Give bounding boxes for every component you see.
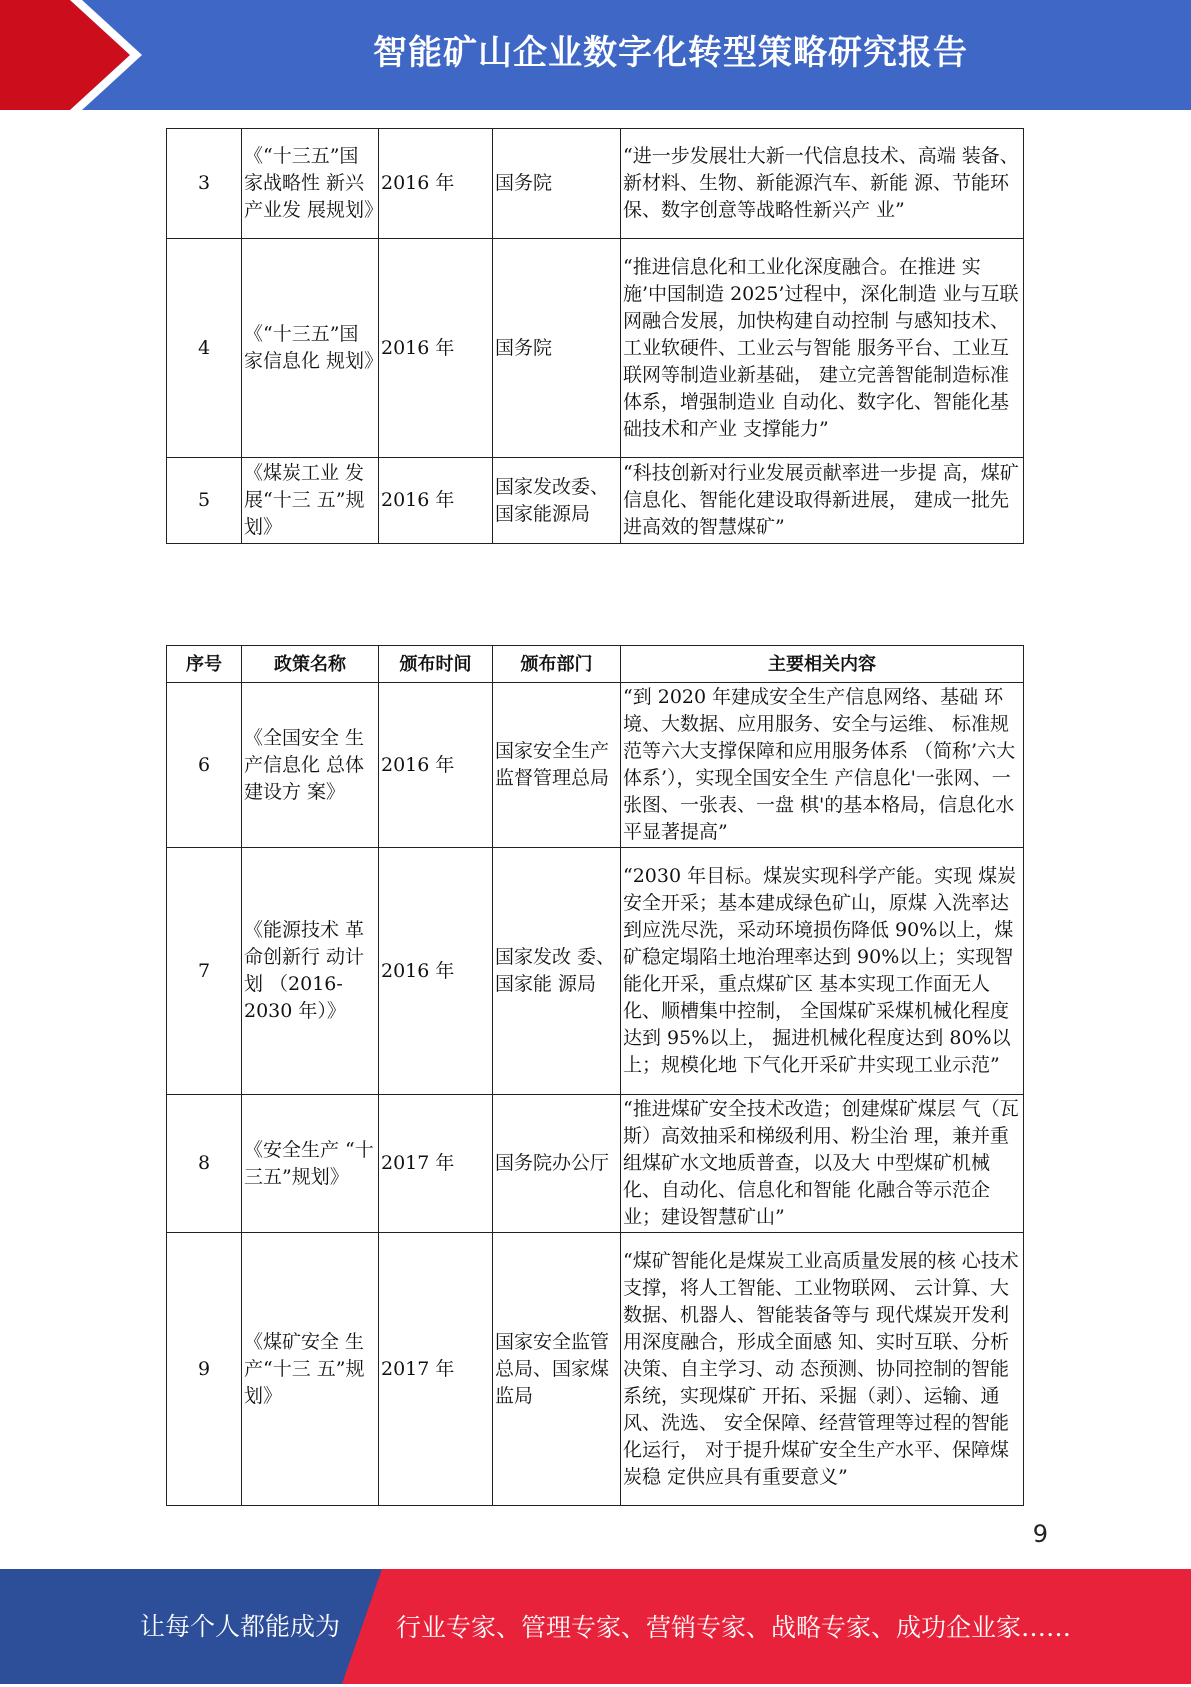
header-serial: 序号 (167, 646, 242, 683)
row-number: 4 (167, 239, 242, 458)
header-issue-time: 颁布时间 (379, 646, 493, 683)
row-number: 7 (167, 848, 242, 1095)
policy-table-continued (166, 128, 1024, 544)
page-number: 9 (1032, 1520, 1048, 1548)
header-issuing-dept: 颁布部门 (493, 646, 621, 683)
row-number: 8 (167, 1095, 242, 1233)
issue-year: 2016 年 (379, 848, 493, 1095)
policy-content: “推进煤矿安全技术改造；创建煤矿煤层 气（瓦斯）高效抽采和梯级利用、粉尘治 理，兼并重组煤矿水文地质普查，以及大 中型煤矿机械化、自动化、信息化和智能 化融合等示范企业；建设智慧矿山” (621, 1095, 1024, 1233)
page-footer (0, 1569, 1191, 1684)
row-number: 9 (167, 1233, 242, 1506)
issuing-department: 国家发改 委、国家能 源局 (493, 848, 621, 1095)
issuing-department: 国家发改委、国家能源局 (493, 458, 621, 544)
issuing-department: 国家安全生产监督管理总局 (493, 683, 621, 848)
issue-year: 2016 年 (379, 239, 493, 458)
row-number: 6 (167, 683, 242, 848)
table-row (167, 1095, 1024, 1233)
issuing-department: 国家安全监管总局、国家煤监局 (493, 1233, 621, 1506)
policy-table (166, 645, 1024, 1506)
report-title: 智能矿山企业数字化转型策略研究报告 (373, 33, 968, 73)
table-row (167, 848, 1024, 1095)
issuing-department: 国务院 (493, 129, 621, 239)
policy-name: 《煤矿安全 生产“十三 五”规划》 (242, 1233, 379, 1506)
footer-slogan-left: 让每个人都能成为 (140, 1612, 341, 1641)
policy-name: 《“十三五”国家战略性 新兴产业发 展规划》 (242, 129, 379, 239)
issuing-department: 国务院 (493, 239, 621, 458)
policy-content: “到 2020 年建成安全生产信息网络、基础 环境、大数据、应用服务、安全与运维、 标准规范等六大支撑保障和应用服务体系 （简称’六大体系’），实现全国安全生 产信息化'一张网、一张图、一张表、一盘 棋'的基本格局，信息化水平显著提高” (621, 683, 1024, 848)
policy-name: 《安全生产 “十三五”规划》 (242, 1095, 379, 1233)
policy-name: 《全国安全 生产信息化 总体建设方 案》 (242, 683, 379, 848)
policy-content: “推进信息化和工业化深度融合。在推进 实施’中国制造 2025’过程中，深化制造 业与互联网融合发展，加快构建自动控制 与感知技术、工业软硬件、工业云与智能 服务平台、工业互联网等制造业新基础， 建立完善智能制造标准体系，增强制造业 自动化、数字化、智能化基础技术和产业 支撑能力” (621, 239, 1024, 458)
table-row (167, 239, 1024, 458)
policy-content: “2030 年目标。煤炭实现科学产能。实现 煤炭安全开采；基本建成绿色矿山，原煤 入洗率达到应洗尽洗，采动环境损伤降低 90%以上，煤矿稳定塌陷土地治理率达到 90%以上；实现智能化开采，重点煤矿区 基本实现工作面无人化、顺槽集中控制， 全国煤矿采煤机械化程度达到 95%以上， 掘进机械化程度达到 80%以上；规模化地 下气化开采矿井实现工业示范” (621, 848, 1024, 1095)
header-arrow-decoration (0, 0, 160, 110)
issue-year: 2017 年 (379, 1095, 493, 1233)
page-header (0, 0, 1191, 110)
policy-name: 《能源技术 革命创新行 动计划 （2016-2030 年）》 (242, 848, 379, 1095)
issue-year: 2016 年 (379, 683, 493, 848)
table-row (167, 458, 1024, 544)
issuing-department: 国务院办公厅 (493, 1095, 621, 1233)
row-number: 5 (167, 458, 242, 544)
table-row (167, 683, 1024, 848)
issue-year: 2016 年 (379, 129, 493, 239)
table-row (167, 1233, 1024, 1506)
header-main-content: 主要相关内容 (621, 646, 1024, 683)
issue-year: 2017 年 (379, 1233, 493, 1506)
table-row (167, 129, 1024, 239)
header-policy-name: 政策名称 (242, 646, 379, 683)
row-number: 3 (167, 129, 242, 239)
table-header-row (167, 646, 1024, 683)
policy-content: “进一步发展壮大新一代信息技术、高端 装备、新材料、生物、新能源汽车、新能 源、节能环保、数字创意等战略性新兴产 业” (621, 129, 1024, 239)
policy-content: “科技创新对行业发展贡献率进一步提 高，煤矿信息化、智能化建设取得新进展， 建成一批先进高效的智慧煤矿” (621, 458, 1024, 544)
policy-content: “煤矿智能化是煤炭工业高质量发展的核 心技术支撑，将人工智能、工业物联网、 云计算、大数据、机器人、智能装备等与 现代煤炭开发利用深度融合，形成全面感 知、实时互联、分析决策、自主学习、动 态预测、协同控制的智能系统，实现煤矿 开拓、采掘（剥）、运输、通风、洗选、 安全保障、经营管理等过程的智能化运行， 对于提升煤矿安全生产水平、保障煤炭稳 定供应具有重要意义” (621, 1233, 1024, 1506)
policy-name: 《煤炭工业 发展“十三 五”规划》 (242, 458, 379, 544)
issue-year: 2016 年 (379, 458, 493, 544)
footer-slogan-right: 行业专家、管理专家、营销专家、战略专家、成功企业家…… (396, 1613, 1072, 1642)
policy-name: 《“十三五”国家信息化 规划》 (242, 239, 379, 458)
